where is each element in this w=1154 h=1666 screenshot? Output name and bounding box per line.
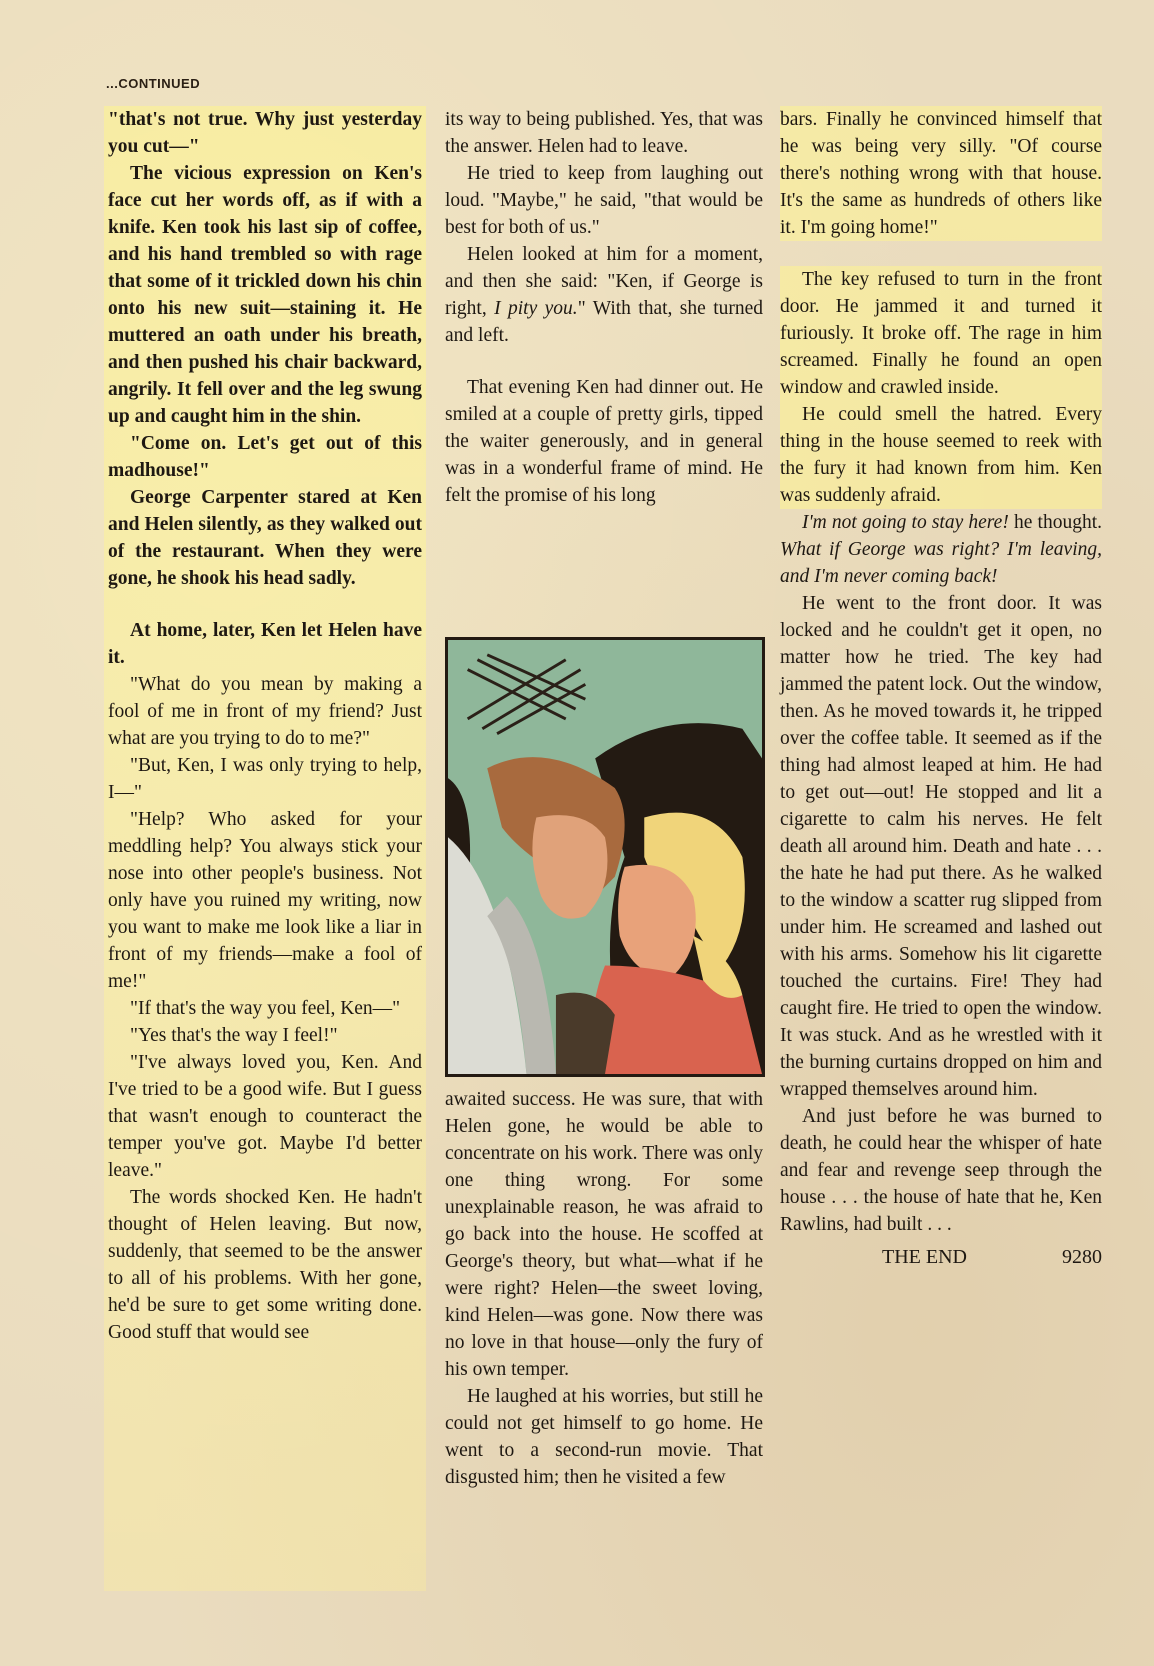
- paragraph: awaited success. He was sure, that with Helen gone, he would be able to concentrate on his work. There was only one thing wrong. For some unexplainable reason, he was afraid to go back into the house. He scoffed at George's theory, but what—what if he were right? Helen—the sweet loving, kind Helen—was gone. Now there was no love in that house—only the fury of his own temper.: [445, 1089, 763, 1380]
- paragraph: He went to the front door. It was locked and he couldn't get it open, no matter how he tried. The key had jammed the patent lock. Out the window, then. As he moved towards it, he tripped over the coffee table. It seemed as if the thing had almost leaped at him. He had to get out—out! He stopped and lit a cigarette to calm his nerves. He felt death all around him. Death and hate . . . the hate he had put there. As he walked to the window a scatter rug slipped from under him. He screamed and lashed out with his arms. Somehow his lit cigarette touched the curtains. Fire! They had caught fire. He tried to open the window. It was stuck. And as he wrestled with it the burning curtains dropped on him and wrapped themselves around him.: [780, 593, 1102, 1100]
- italic-thought: What if George was right? I'm leaving, and I'm never coming back!: [780, 539, 1102, 587]
- continued-label: ...CONTINUED: [106, 76, 201, 91]
- italic-thought: I'm not going to stay here!: [802, 512, 1009, 533]
- paragraph: George Carpenter stared at Ken and Helen silently, as they walked out of the restaurant. When they were gone, he shook his head sadly.: [108, 487, 422, 589]
- paragraph: "But, Ken, I was only trying to help, I—": [108, 755, 422, 803]
- paragraph: its way to being published. Yes, that was the answer. Helen had to leave.: [445, 109, 763, 157]
- paragraph: That evening Ken had dinner out. He smiled at a couple of pretty girls, tipped the waiter generously, and in general was in a wonderful frame of mind. He felt the promise of his long: [445, 377, 763, 506]
- couple-illustration: [445, 637, 765, 1077]
- paragraph: "Come on. Let's get out of this madhouse!": [108, 433, 422, 481]
- couple-illustration-icon: [448, 640, 762, 1074]
- narration-text: he thought.: [1008, 512, 1102, 533]
- paragraph: "Help? Who asked for your meddling help? You always stick your nose into other people's business. Not only have you ruined my writing, now you want to make me look like a liar in front of my friends—make a fool of me!": [108, 809, 422, 992]
- dialogue-text: Helen looked at him for a moment, and then she said: "Ken, if George is right,: [445, 244, 763, 319]
- paragraph: The key refused to turn in the front door. He jammed it and turned it furiously. It broke off. The rage in him screamed. Finally he found an open window and crawled inside.: [780, 266, 1102, 401]
- paragraph: He tried to keep from laughing out loud. "Maybe," he said, "that would be best for both of us.": [445, 163, 763, 238]
- paragraph: [445, 241, 763, 349]
- paragraph: "If that's the way you feel, Ken—": [130, 998, 401, 1019]
- paragraph: [780, 509, 1102, 590]
- end-line: [780, 1244, 1102, 1271]
- paragraph: The vicious expression on Ken's face cut her words off, as if with a knife. Ken took his last sip of coffee, and his hand trembled so with rage that some of it trickled down his chin onto his new suit—staining it. He muttered an oath under his breath, and then pushed his chair backward, angrily. It fell over and the leg swung up and caught him in the shin.: [108, 163, 422, 427]
- dialogue-end: " With that, she turned and left.: [445, 298, 764, 346]
- paragraph: At home, later, Ken let Helen have it.: [108, 620, 422, 668]
- paragraph: "I've always loved you, Ken. And I've tried to be a good wife. But I guess that wasn't enough to counteract the temper you've got. Maybe I'd better leave.": [108, 1052, 422, 1181]
- story-number: 9280: [1062, 1246, 1102, 1268]
- paragraph: bars. Finally he convinced himself that he was being very silly. "Of course there's nothing wrong with that house. It's the same as hundreds of others like it. I'm going home!": [780, 106, 1102, 241]
- column-2-top: [445, 106, 763, 509]
- paragraph: The words shocked Ken. He hadn't thought of Helen leaving. But now, suddenly, that seemed to be the answer to all of his problems. With her gone, he'd be sure to get some writing done. Good stuff that would see: [108, 1187, 422, 1343]
- paragraph: He could smell the hatred. Every thing in the house seemed to reek with the fury it had known from him. Ken was suddenly afraid.: [780, 401, 1102, 509]
- paragraph: "that's not true. Why just yesterday you cut—": [108, 109, 422, 157]
- column-3: [780, 106, 1102, 1271]
- column-1: [104, 106, 426, 1591]
- paragraph: He laughed at his worries, but still he could not get himself to go home. He went to a second-run movie. That disgusted him; then he visited a few: [445, 1386, 763, 1488]
- paragraph: "What do you mean by making a fool of me in front of my friend? Just what are you trying to do to me?": [108, 674, 422, 749]
- paragraph: And just before he was burned to death, he could hear the whisper of hate and fear and revenge seep through the house . . . the house of hate that he, Ken Rawlins, had built . . .: [780, 1106, 1102, 1235]
- emphasis-text: I pity you.: [494, 298, 578, 319]
- column-2-bottom: [445, 1086, 763, 1491]
- paragraph: "Yes that's the way I feel!": [130, 1025, 338, 1046]
- the-end-label: THE END: [882, 1246, 967, 1268]
